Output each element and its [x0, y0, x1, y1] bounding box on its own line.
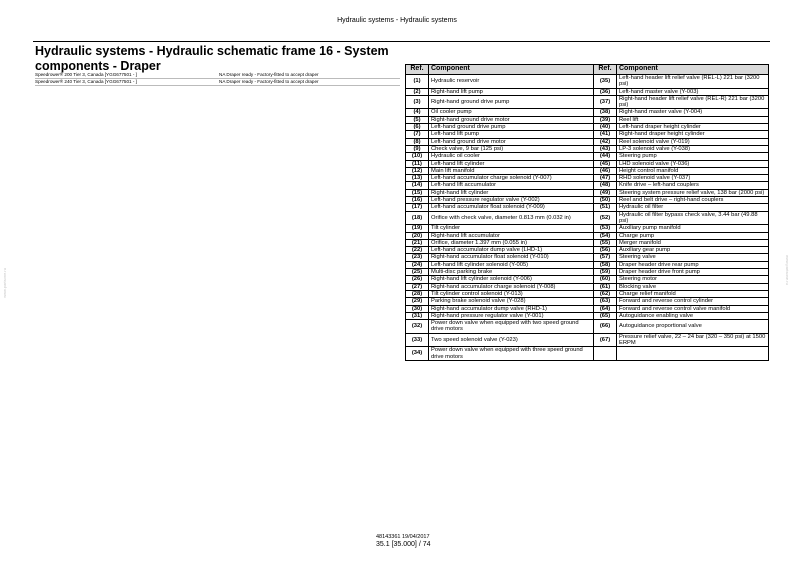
ref-cell: (53)	[594, 225, 617, 232]
ref-cell: (47)	[594, 175, 617, 182]
component-cell: Draper header drive rear pump	[617, 261, 769, 268]
ref-cell: (62)	[594, 290, 617, 297]
ref-cell: (51)	[594, 204, 617, 211]
table-row	[406, 189, 769, 196]
ref-cell: (31)	[406, 312, 429, 319]
component-header: Component	[429, 65, 594, 75]
component-cell: Right-hand header lift relief valve (REL-R) 221 bar (3200 psi)	[617, 95, 769, 109]
component-cell: Hydraulic oil filter bypass check valve, 3.44 bar (49.88 psi)	[617, 211, 769, 225]
ref-cell: (59)	[594, 269, 617, 276]
component-cell: Right-hand accumulator charge solenoid (Y-008)	[429, 283, 594, 290]
ref-cell: (60)	[594, 276, 617, 283]
ref-cell: (61)	[594, 283, 617, 290]
ref-cell: (44)	[594, 153, 617, 160]
ref-cell: (30)	[406, 305, 429, 312]
model-name: Speedrower® 240 Tier 3, Canada [YGG677501 - ]	[35, 79, 137, 84]
component-cell: LHD solenoid valve (Y-036)	[617, 160, 769, 167]
table-row	[406, 261, 769, 268]
ref-cell: (54)	[594, 232, 617, 239]
component-cell	[617, 347, 769, 361]
ref-cell: (66)	[594, 320, 617, 334]
table-row	[406, 247, 769, 254]
table-row	[406, 160, 769, 167]
side-watermark-right: www.partsone.ru	[785, 255, 790, 285]
component-cell: Pressure relief valve, 22 – 24 bar (320 – 350 psi) at 1500 ERPM	[617, 333, 769, 347]
ref-cell: (8)	[406, 138, 429, 145]
component-cell: Forward and reverse control valve manifold	[617, 305, 769, 312]
table-row	[406, 211, 769, 225]
table-row	[406, 197, 769, 204]
component-cell: Orifice, diameter 1.397 mm (0.055 in)	[429, 239, 594, 246]
ref-cell: (29)	[406, 298, 429, 305]
ref-cell: (26)	[406, 276, 429, 283]
ref-cell: (1)	[406, 75, 429, 89]
component-cell: Left-hand accumulator charge solenoid (Y-007)	[429, 175, 594, 182]
table-row	[406, 232, 769, 239]
ref-cell: (50)	[594, 197, 617, 204]
component-cell: Oil cooler pump	[429, 109, 594, 116]
component-cell: Left-hand lift cylinder solenoid (Y-005)	[429, 261, 594, 268]
table-header-row	[406, 65, 769, 75]
component-cell: Check valve, 9 bar (125 psi)	[429, 145, 594, 152]
component-cell: Right-hand lift pump	[429, 88, 594, 95]
ref-cell: (40)	[594, 124, 617, 131]
ref-cell: (22)	[406, 247, 429, 254]
table-row	[406, 298, 769, 305]
ref-cell: (28)	[406, 290, 429, 297]
component-cell: Right-hand draper height cylinder	[617, 131, 769, 138]
table-row	[406, 145, 769, 152]
ref-cell: (17)	[406, 204, 429, 211]
component-cell: Left-hand draper height cylinder	[617, 124, 769, 131]
table-row	[406, 254, 769, 261]
component-cell: Right-hand lift cylinder	[429, 189, 594, 196]
component-cell: Autoguidance enabling valve	[617, 312, 769, 319]
table-row	[406, 95, 769, 109]
component-cell: Main lift manifold	[429, 167, 594, 174]
ref-cell: (33)	[406, 333, 429, 347]
table-row	[406, 290, 769, 297]
model-note: NA Draper ready - Factory-fitted to accept draper	[219, 72, 319, 77]
component-cell: Forward and reverse control cylinder	[617, 298, 769, 305]
component-cell: Hydraulic oil filter	[617, 204, 769, 211]
table-row	[406, 347, 769, 361]
ref-header: Ref.	[594, 65, 617, 75]
ref-cell: (56)	[594, 247, 617, 254]
table-row	[406, 312, 769, 319]
component-cell: Right-hand ground drive motor	[429, 116, 594, 123]
ref-cell: (13)	[406, 175, 429, 182]
ref-cell	[594, 347, 617, 361]
component-cell: Left-hand header lift relief valve (REL-L) 221 bar (3200 psi)	[617, 75, 769, 89]
component-cell: Tilt cylinder	[429, 225, 594, 232]
component-cell: Right-hand pressure regulator valve (Y-001)	[429, 312, 594, 319]
table-row	[406, 305, 769, 312]
ref-cell: (16)	[406, 197, 429, 204]
model-applicability-list	[35, 72, 400, 86]
table-row	[406, 283, 769, 290]
ref-cell: (6)	[406, 124, 429, 131]
component-cell: Auxiliary gear pump	[617, 247, 769, 254]
ref-cell: (58)	[594, 261, 617, 268]
ref-cell: (23)	[406, 254, 429, 261]
component-cell: Steering system pressure relief valve, 138 bar (2000 psi)	[617, 189, 769, 196]
component-cell: Steering valve	[617, 254, 769, 261]
table-row	[406, 239, 769, 246]
ref-cell: (41)	[594, 131, 617, 138]
component-cell: Left-hand ground drive motor	[429, 138, 594, 145]
ref-cell: (35)	[594, 75, 617, 89]
component-cell: Steering pump	[617, 153, 769, 160]
running-header: Hydraulic systems - Hydraulic systems	[337, 17, 457, 24]
ref-cell: (42)	[594, 138, 617, 145]
component-cell: Right-hand lift accumulator	[429, 232, 594, 239]
component-cell: Two speed solenoid valve (Y-023)	[429, 333, 594, 347]
ref-cell: (27)	[406, 283, 429, 290]
component-cell: Left-hand lift pump	[429, 131, 594, 138]
component-cell: LP-3 solenoid valve (Y-038)	[617, 145, 769, 152]
page-number: 35.1 [35.000] / 74	[376, 541, 431, 548]
component-cell: Charge relief manifold	[617, 290, 769, 297]
component-cell: Tilt cylinder control solenoid (Y-013)	[429, 290, 594, 297]
table-row	[406, 276, 769, 283]
component-cell: Right-hand lift cylinder solenoid (Y-006)	[429, 276, 594, 283]
table-row	[406, 75, 769, 89]
ref-cell: (2)	[406, 88, 429, 95]
component-cell: Hydraulic oil cooler	[429, 153, 594, 160]
model-note: NA Draper ready - Factory-fitted to accept draper	[219, 79, 319, 84]
ref-cell: (14)	[406, 182, 429, 189]
component-cell: Right-hand ground drive pump	[429, 95, 594, 109]
component-cell: Reel and belt drive – right-hand couplers	[617, 197, 769, 204]
component-cell: Power down valve when equipped with two speed ground drive motors	[429, 320, 594, 334]
table-row	[406, 167, 769, 174]
model-name: Speedrower® 200 Tier 3, Canada [YGG677501 - ]	[35, 72, 137, 77]
component-cell: Reel solenoid valve (Y-019)	[617, 138, 769, 145]
ref-cell: (20)	[406, 232, 429, 239]
ref-cell: (4)	[406, 109, 429, 116]
ref-cell: (11)	[406, 160, 429, 167]
header-divider	[33, 41, 770, 42]
ref-cell: (48)	[594, 182, 617, 189]
ref-cell: (9)	[406, 145, 429, 152]
table-row	[406, 269, 769, 276]
table-row	[406, 225, 769, 232]
table-row	[406, 204, 769, 211]
ref-cell: (64)	[594, 305, 617, 312]
table-row	[406, 333, 769, 347]
ref-cell: (65)	[594, 312, 617, 319]
components-table-body	[406, 75, 769, 361]
ref-cell: (38)	[594, 109, 617, 116]
ref-cell: (52)	[594, 211, 617, 225]
component-cell: Right-hand accumulator float solenoid (Y-010)	[429, 254, 594, 261]
component-cell: Draper header drive front pump	[617, 269, 769, 276]
component-cell: Blocking valve	[617, 283, 769, 290]
ref-cell: (45)	[594, 160, 617, 167]
ref-cell: (3)	[406, 95, 429, 109]
ref-cell: (25)	[406, 269, 429, 276]
component-cell: Parking brake solenoid valve (Y-028)	[429, 298, 594, 305]
table-row	[406, 109, 769, 116]
page-title: Hydraulic systems - Hydraulic schematic frame 16 - System components - Draper	[35, 44, 389, 73]
component-cell: Knife drive – left-hand couplers	[617, 182, 769, 189]
component-cell: Multi-disc parking brake	[429, 269, 594, 276]
ref-cell: (32)	[406, 320, 429, 334]
ref-cell: (57)	[594, 254, 617, 261]
table-row	[406, 175, 769, 182]
component-cell: Auxiliary pump manifold	[617, 225, 769, 232]
component-cell: Left-hand master valve (Y-003)	[617, 88, 769, 95]
table-row	[406, 131, 769, 138]
component-cell: RHD solenoid valve (Y-037)	[617, 175, 769, 182]
component-cell: Steering motor	[617, 276, 769, 283]
ref-cell: (39)	[594, 116, 617, 123]
components-table	[405, 64, 769, 361]
ref-cell: (34)	[406, 347, 429, 361]
table-row	[406, 138, 769, 145]
table-row	[406, 88, 769, 95]
ref-cell: (15)	[406, 189, 429, 196]
component-cell: Reel lift	[617, 116, 769, 123]
ref-cell: (55)	[594, 239, 617, 246]
ref-cell: (46)	[594, 167, 617, 174]
component-cell: Left-hand ground drive pump	[429, 124, 594, 131]
ref-cell: (67)	[594, 333, 617, 347]
side-watermark-left: www.partsone.ru	[2, 268, 7, 298]
component-cell: Right-hand accumulator dump valve (RHD-1)	[429, 305, 594, 312]
ref-cell: (43)	[594, 145, 617, 152]
component-cell: Height control manifold	[617, 167, 769, 174]
document-reference: 48143361 19/04/2017	[376, 534, 430, 540]
ref-cell: (36)	[594, 88, 617, 95]
table-row	[406, 153, 769, 160]
component-header: Component	[617, 65, 769, 75]
component-cell: Hydraulic reservoir	[429, 75, 594, 89]
component-cell: Left-hand pressure regulator valve (Y-002)	[429, 197, 594, 204]
ref-cell: (18)	[406, 211, 429, 225]
table-row	[406, 320, 769, 334]
component-cell: Left-hand lift cylinder	[429, 160, 594, 167]
table-row	[406, 124, 769, 131]
table-row	[406, 116, 769, 123]
component-cell: Orifice with check valve, diameter 0.813 mm (0.032 in)	[429, 211, 594, 225]
component-cell: Charge pump	[617, 232, 769, 239]
model-row	[35, 79, 400, 86]
ref-cell: (49)	[594, 189, 617, 196]
component-cell: Left-hand accumulator float solenoid (Y-009)	[429, 204, 594, 211]
ref-cell: (24)	[406, 261, 429, 268]
component-cell: Left-hand accumulator dump valve (LHD-1)	[429, 247, 594, 254]
ref-header: Ref.	[406, 65, 429, 75]
ref-cell: (19)	[406, 225, 429, 232]
component-cell: Autoguidance proportional valve	[617, 320, 769, 334]
component-cell: Merger manifold	[617, 239, 769, 246]
ref-cell: (7)	[406, 131, 429, 138]
table-row	[406, 182, 769, 189]
ref-cell: (10)	[406, 153, 429, 160]
ref-cell: (21)	[406, 239, 429, 246]
component-cell: Power down valve when equipped with three speed ground drive motors	[429, 347, 594, 361]
ref-cell: (63)	[594, 298, 617, 305]
component-cell: Right-hand master valve (Y-004)	[617, 109, 769, 116]
component-cell: Left-hand lift accumulator	[429, 182, 594, 189]
ref-cell: (12)	[406, 167, 429, 174]
model-row	[35, 72, 400, 79]
ref-cell: (5)	[406, 116, 429, 123]
ref-cell: (37)	[594, 95, 617, 109]
